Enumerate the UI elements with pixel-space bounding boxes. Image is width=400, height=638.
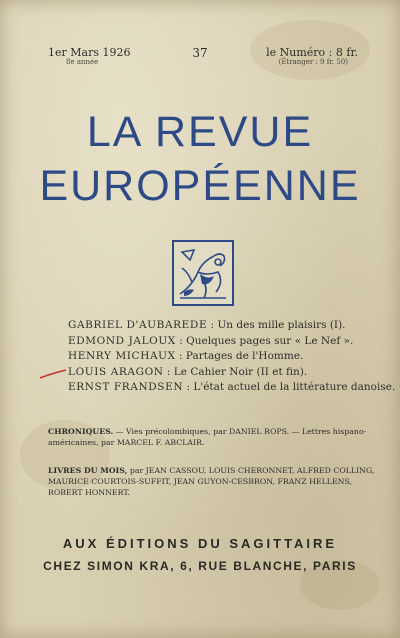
issue-price: le Numéro : 8 fr. — [266, 46, 358, 59]
issue-year: 8e année — [66, 58, 99, 66]
livres-section — [48, 465, 378, 498]
contents-work: Quelques pages sur « Le Nef ». — [186, 334, 354, 347]
chroniques-label: CHRONIQUES. — [48, 427, 114, 436]
contents-item: ERNST FRANDSEN : L'état actuel de la littérature danoise. — [68, 381, 396, 394]
engraved-figure-emblem-icon — [172, 240, 234, 306]
issue-date: 1er Mars 1926 — [48, 46, 131, 59]
contents-author: LOUIS ARAGON — [68, 365, 164, 378]
publisher-name: AUX ÉDITIONS DU SAGITTAIRE — [62, 536, 338, 551]
contents-work: L'état actuel de la littérature danoise. — [193, 381, 396, 394]
contents-item: LOUIS ARAGON : Le Cahier Noir (II et fin). — [68, 365, 308, 378]
livres-text: par JEAN CASSOU, LOUIS CHERONNET, ALFRED COLLING, MAURICE COURTOIS-SUFFIT, JEAN GUYON-CESBRON, FRANZ HELLENS, ROBERT HONNERT. — [48, 466, 375, 497]
contents-work: Partages de l'Homme. — [185, 350, 304, 363]
contents-work: Un des mille plaisirs (I). — [217, 319, 346, 331]
chroniques-text: — Vies précolombiques, par DANIEL ROPS. — Lettres hispano-américaines, par MARCEL F. ABCLAIR. — [48, 427, 367, 447]
contents-item: HENRY MICHAUX : Partages de l'Homme. — [68, 350, 304, 363]
contents-author: EDMOND JALOUX — [68, 334, 176, 347]
title-line-2: EUROPÉENNE — [39, 162, 361, 210]
publisher-address: CHEZ SIMON KRA, 6, RUE BLANCHE, PARIS — [43, 559, 357, 573]
table-of-contents — [68, 318, 396, 396]
emblem-drawing — [174, 242, 232, 304]
issue-price-foreign: (Étranger : 9 fr. 50) — [278, 58, 348, 66]
chroniques-section — [48, 426, 378, 448]
title-line-1: LA REVUE — [86, 108, 314, 156]
red-pen-mark — [38, 368, 68, 380]
issue-number: 37 — [192, 46, 208, 60]
contents-work: Le Cahier Noir (II et fin). — [173, 365, 308, 378]
livres-label: LIVRES DU MOIS, — [48, 466, 128, 475]
contents-item: GABRIEL D'AUBAREDE : Un des mille plaisirs (I). — [68, 319, 346, 331]
contents-author: ERNST FRANDSEN — [68, 381, 184, 394]
contents-author: GABRIEL D'AUBAREDE — [68, 319, 208, 331]
contents-item: EDMOND JALOUX : Quelques pages sur « Le Nef ». — [68, 334, 354, 347]
contents-author: HENRY MICHAUX — [68, 350, 176, 363]
